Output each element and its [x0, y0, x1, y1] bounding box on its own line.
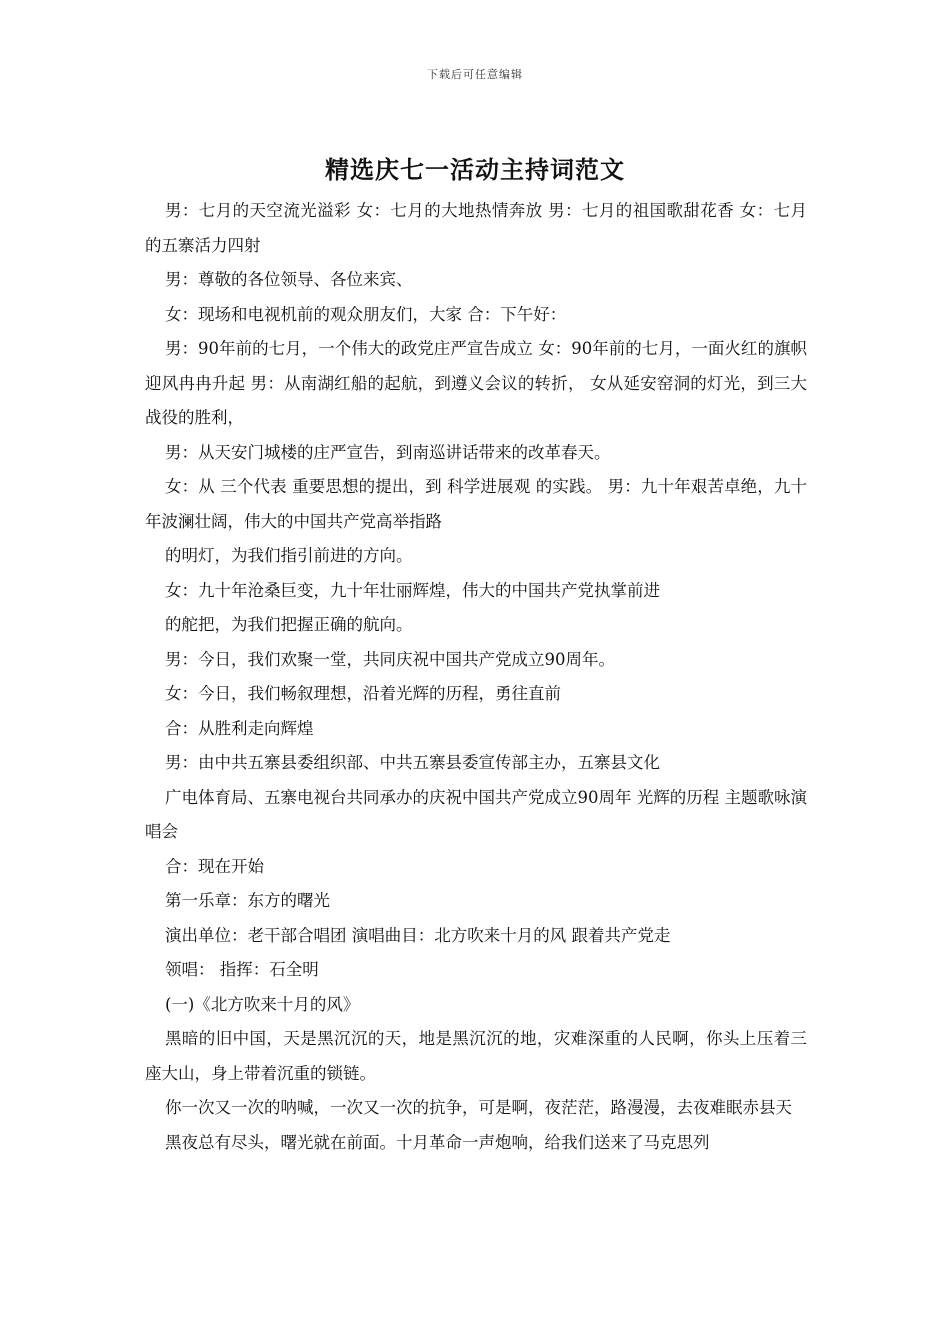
paragraph: 男：由中共五寨县委组织部、中共五寨县委宣传部主办，五寨县文化 [165, 753, 660, 772]
paragraph: 男：90年前的七月，一个伟大的政党庄严宣告成立 女：90年前的七月，一面火红的旗帜迎风冉冉升起 男：从南湖红船的起航，到遵义会议的转折， 女从延安窑洞的灯光，到三大战役的胜利， [145, 339, 807, 427]
document-title: 精选庆七一活动主持词范文 [325, 155, 625, 184]
paragraph: 合：现在开始 [165, 856, 264, 876]
document-body [145, 194, 807, 1160]
paragraph: 广电体育局、五寨电视台共同承办的庆祝中国共产党成立90周年 光辉的历程 主题歌咏演唱会 [145, 787, 807, 841]
paragraph: 男：七月的天空流光溢彩 女：七月的大地热情奔放 男：七月的祖国歌甜花香 女：七月的五寨活力四射 [145, 201, 807, 255]
paragraph: 第一乐章：东方的曙光 [165, 891, 330, 910]
paragraph: 女：现场和电视机前的观众朋友们，大家 合：下午好： [165, 304, 567, 324]
paragraph: 男：尊敬的各位领导、各位来宾、 [165, 270, 413, 289]
paragraph: 的明灯，为我们指引前进的方向。 [165, 546, 413, 565]
paragraph: (一)《北方吹来十月的风》 [165, 994, 360, 1014]
paragraph: 演出单位：老干部合唱团 演唱曲目：北方吹来十月的风 跟着共产党走 [165, 925, 671, 945]
paragraph: 女：九十年沧桑巨变，九十年壮丽辉煌，伟大的中国共产党执掌前进 [165, 580, 660, 600]
paragraph: 的舵把，为我们把握正确的航向。 [165, 615, 413, 634]
paragraph: 男：从天安门城楼的庄严宣告，到南巡讲话带来的改革春天。 [165, 442, 611, 462]
paragraph: 你一次又一次的呐喊，一次又一次的抗争，可是啊，夜茫茫，路漫漫，去夜难眠赤县天 [165, 1098, 792, 1117]
paragraph: 女：今日，我们畅叙理想，沿着光辉的历程，勇往直前 [165, 684, 561, 703]
paragraph: 女：从 三个代表 重要思想的提出，到 科学进展观 的实践。 男：九十年艰苦卓绝，九十年波澜壮阔，伟大的中国共产党高举指路 [145, 477, 807, 531]
paragraph: 男：今日，我们欢聚一堂，共同庆祝中国共产党成立90周年。 [165, 649, 615, 669]
paragraph: 黑夜总有尽头，曙光就在前面。十月革命一声炮响，给我们送来了马克思列 [165, 1132, 710, 1152]
paragraph: 黑暗的旧中国，天是黑沉沉的天，地是黑沉沉的地，灾难深重的人民啊，你头上压着三座大山，身上带着沉重的锁链。 [145, 1029, 807, 1083]
paragraph: 领唱： 指挥：石全明 [165, 960, 319, 979]
paragraph: 合：从胜利走向辉煌 [165, 718, 314, 738]
header-note: 下载后可任意编辑 [427, 68, 523, 81]
